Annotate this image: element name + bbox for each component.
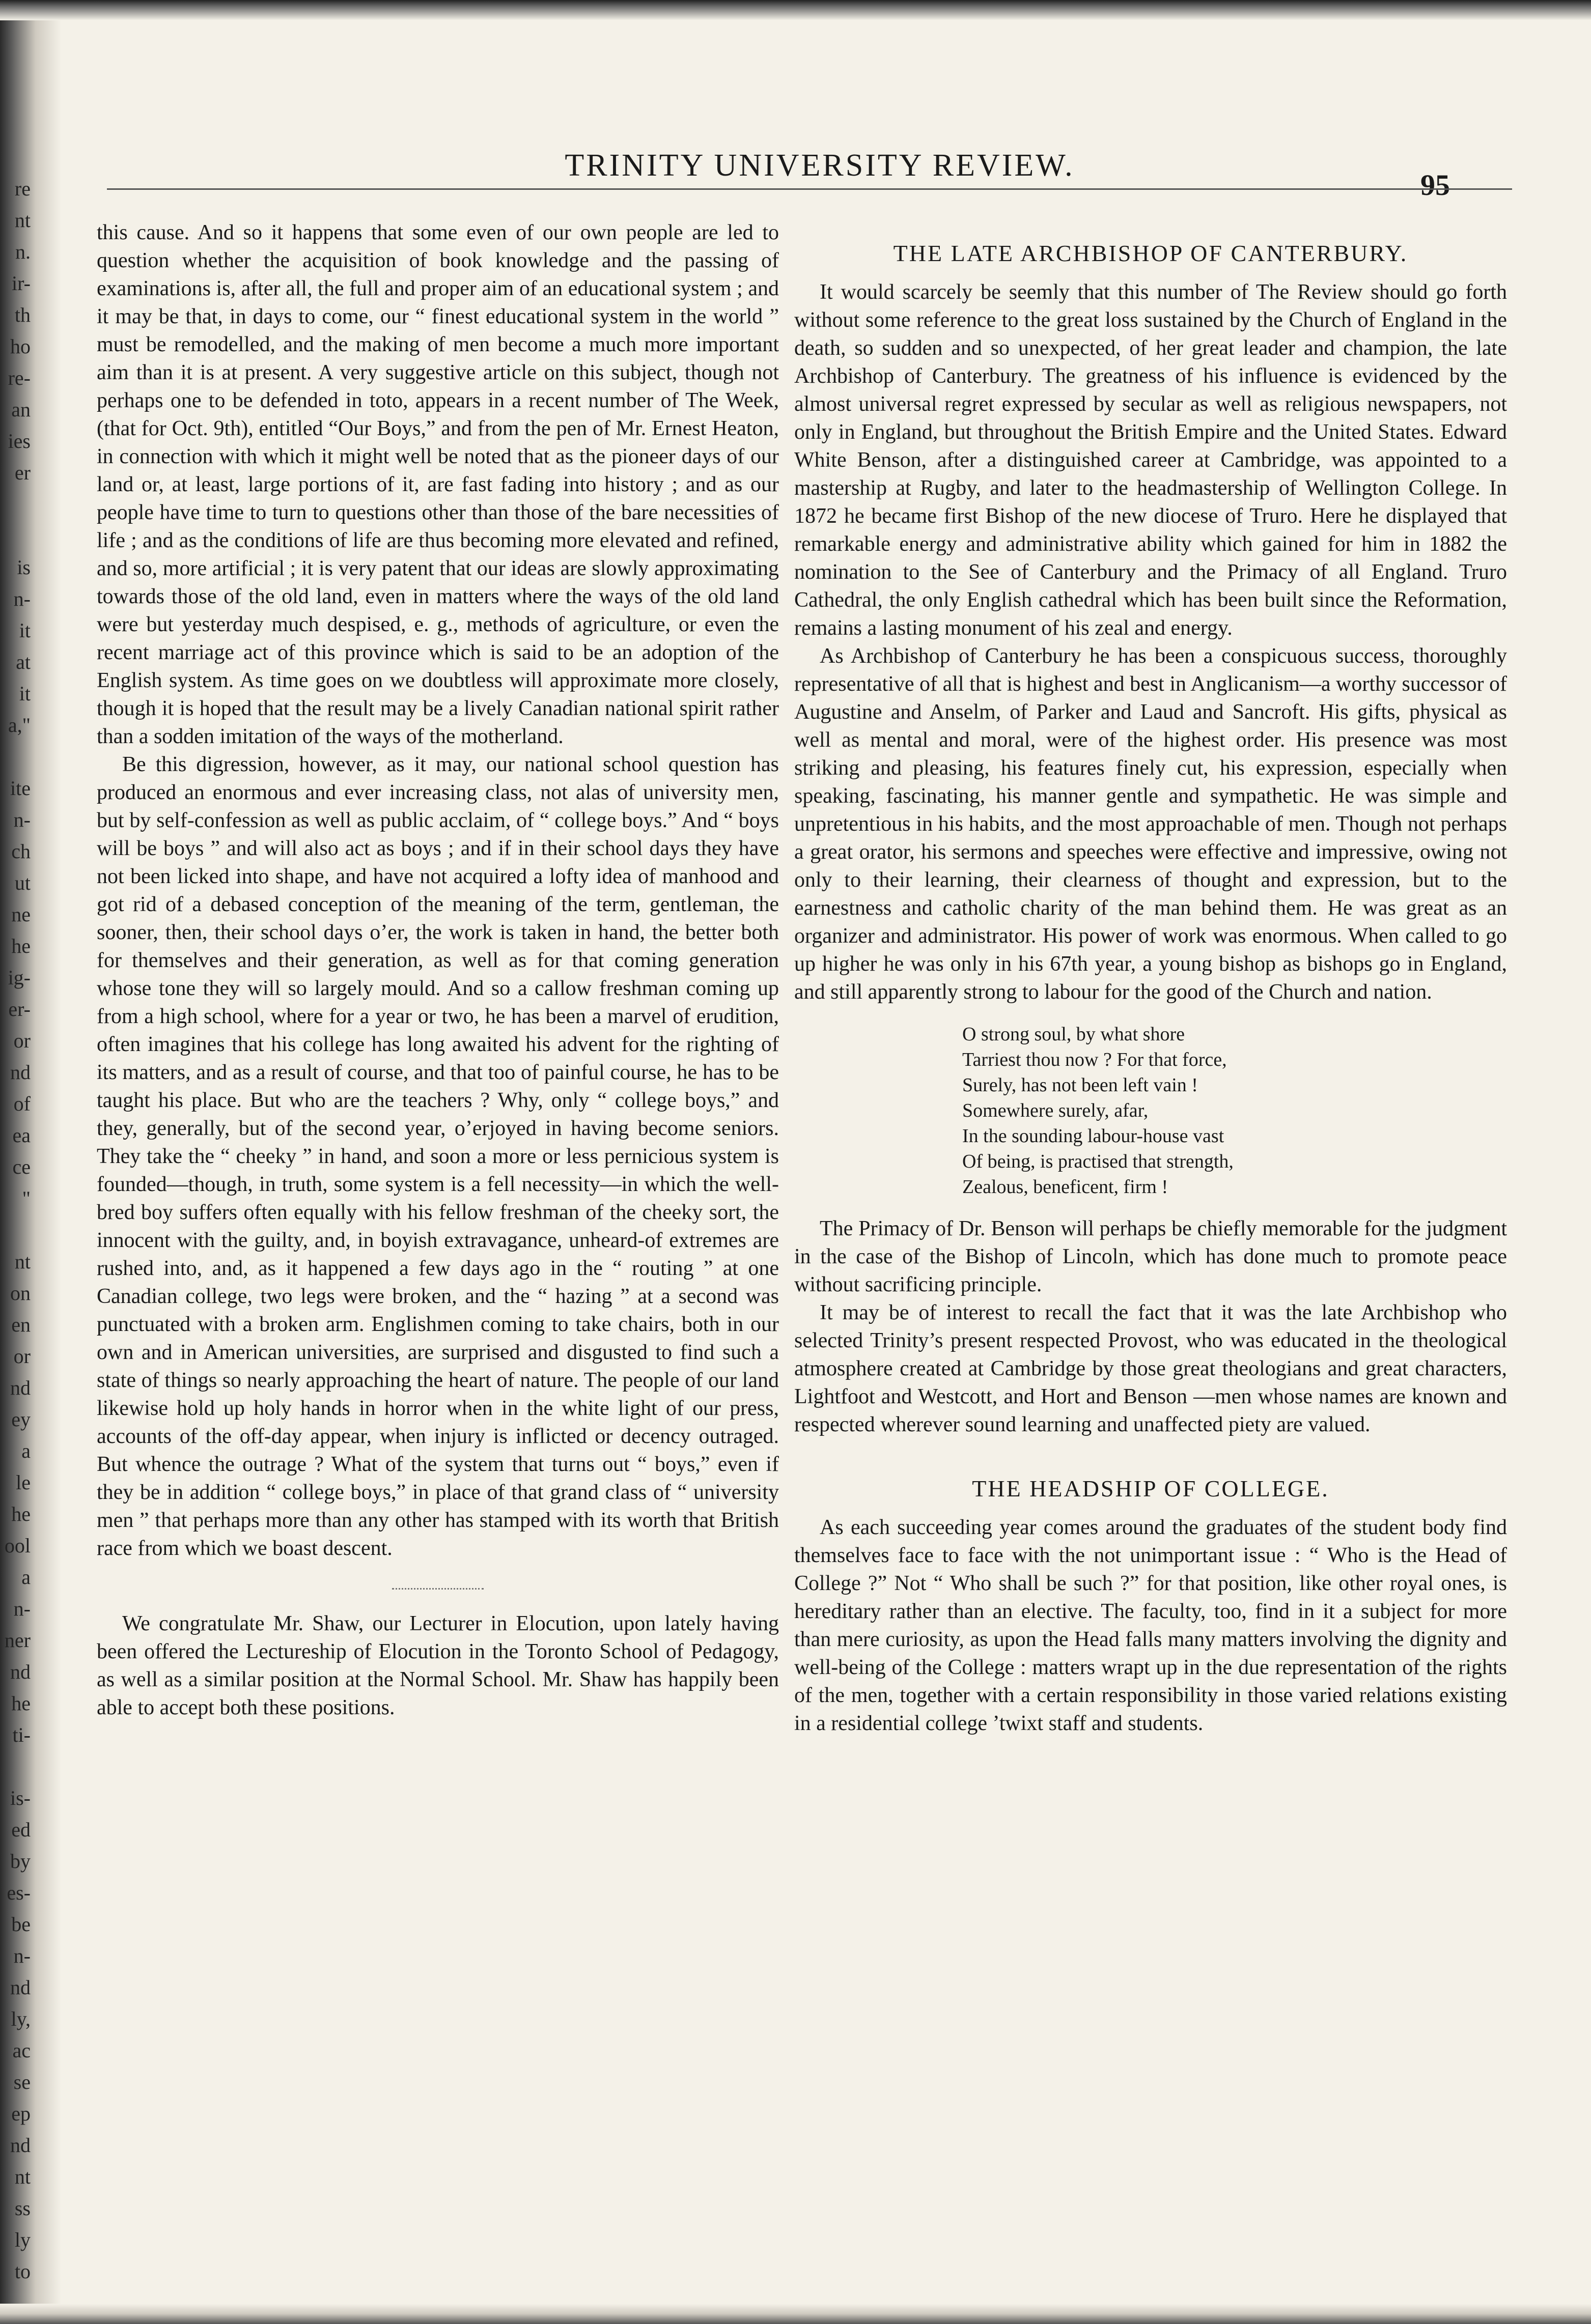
gutter-fragment: es- xyxy=(7,1881,31,1904)
gutter-fragment: ig- xyxy=(8,966,31,989)
poem-quote xyxy=(962,1022,1507,1200)
gutter-fragment: th xyxy=(14,303,31,326)
gutter-fragment: er xyxy=(14,461,31,484)
gutter-fragment: of xyxy=(13,1092,31,1115)
gutter-fragment: nd xyxy=(10,1376,31,1399)
gutter-fragment: re- xyxy=(8,366,31,389)
gutter-fragment: he xyxy=(11,1692,31,1715)
gutter-fragment: a xyxy=(21,1566,31,1589)
page-header xyxy=(0,148,1591,202)
gutter-fragment: it xyxy=(19,619,31,642)
headship-section-title: THE HEADSHIP OF COLLEGE. xyxy=(972,1476,1329,1501)
gutter-fragment: n. xyxy=(15,240,31,263)
gutter-fragment: ea xyxy=(12,1124,31,1147)
archbishop-section-title: THE LATE ARCHBISHOP OF CANTERBURY. xyxy=(893,240,1408,266)
gutter-fragment: nt xyxy=(14,2165,31,2188)
poem-line: In the sounding labour-house vast xyxy=(962,1125,1224,1147)
gutter-fragment: ut xyxy=(14,871,31,894)
archbishop-paragraph-2: As Archbishop of Canterbury he has been a conspicuous success, thoroughly representative of all that is highest and best in Anglicanism—a worthy successor of Augustine and Anselm, of Parker and Laud and Sancroft. His gifts, physical as well as mental and moral, were of the highest order. His presence was most striking and pleasing, his features finely cut, his expression, especially when speaking, fascinating, his manner gentle and sympathetic. He was simple and unpretentious in his habits, and the most approachable of men. Though not perhaps a great orator, his sermons and speeches were effective and impressive, owing not only to their learning, their clearness of thought and expression, but to the earnestness and catholic charity of the man behind them. He was great as an organizer and administrator. His power of work was enormous. When called to go up higher he was only in his 67th year, a young bishop as bishops go in England, and still apparently strong to labour for the good of the Church and nation. xyxy=(794,644,1507,1004)
gutter-fragment xyxy=(0,520,31,552)
gutter-fragment: is xyxy=(17,556,31,579)
gutter-fragment: ly xyxy=(14,2228,31,2251)
gutter-fragment: ti- xyxy=(12,1723,31,1746)
gutter-fragment: ey xyxy=(11,1408,31,1431)
gutter-fragment: n- xyxy=(13,587,31,610)
poem-line: Somewhere surely, afar, xyxy=(962,1100,1149,1121)
gutter-fragment: er- xyxy=(8,998,31,1021)
poem-line: Surely, has not been left vain ! xyxy=(962,1074,1198,1096)
gutter-fragment: nt xyxy=(14,1250,31,1273)
gutter-fragment: ch xyxy=(11,840,31,863)
gutter-fragment: n- xyxy=(13,808,31,831)
page-top-edge xyxy=(0,0,1591,20)
gutter-fragment: ed xyxy=(11,1818,31,1841)
right-column xyxy=(794,239,1507,1738)
paragraph-mr-shaw: We congratulate Mr. Shaw, our Lecturer in Elocution, upon lately having been offered the Lectureship of Elocution in the Toronto School of Pedagogy, as well as a similar position at the Normal School. Mr. Shaw has happily been able to accept both these positions. xyxy=(97,1612,779,1719)
page-number: 95 xyxy=(1420,168,1450,202)
gutter-fragment: ho xyxy=(10,335,31,358)
poem-line: Tarriest thou now ? For that force, xyxy=(962,1049,1227,1070)
page-bottom-edge xyxy=(0,2304,1591,2324)
gutter-fragment: le xyxy=(16,1471,31,1494)
gutter-fragment xyxy=(0,741,31,773)
gutter-fragment: ce xyxy=(12,1155,31,1178)
gutter-fragment: by xyxy=(10,1850,31,1873)
gutter-fragment: ite xyxy=(10,777,31,800)
adjacent-page-fragments xyxy=(0,173,31,2283)
archbishop-paragraph-4: It may be of interest to recall the fact that it was the late Archbishop who selected Trinity’s present respected Provost, who was educated in the theological atmosphere created at Cambridge by those great theologians and great characters, Lightfoot and Westcott, and Hort and Benson —men whose names are known and respected wherever sound learning and unaffected piety are valued. xyxy=(794,1301,1507,1436)
poem-line: Zealous, beneficent, firm ! xyxy=(962,1176,1168,1198)
gutter-fragment: nd xyxy=(10,2134,31,2157)
gutter-fragment: he xyxy=(11,1503,31,1525)
gutter-fragment: or xyxy=(13,1345,31,1368)
gutter-fragment: n- xyxy=(13,1944,31,1967)
gutter-fragment: ner xyxy=(4,1629,31,1652)
section-divider xyxy=(392,1588,484,1590)
gutter-fragment: ss xyxy=(14,2197,31,2220)
gutter-fragment: is- xyxy=(10,1787,31,1809)
gutter-fragment: or xyxy=(13,1029,31,1052)
headship-paragraph-1: As each succeeding year comes around the graduates of the student body find themselves face to face with the not unimportant issue : “ Who is the Head of College ?” Not “ Who shall be such ?” for that position, like other royal ones, is hereditary rather than an elective. The faculty, too, find in it a subject for more than mere curiosity, as upon the Head falls many matters involving the dignity and well-being of the College : matters wrapt up in the due representation of the rights of the men, together with a certain responsibility in those varied relations existing in a residential college ’twixt staff and students. xyxy=(794,1516,1507,1735)
gutter-fragment: nt xyxy=(14,209,31,232)
gutter-fragment: ly, xyxy=(11,2007,31,2030)
gutter-fragment: nd xyxy=(10,1660,31,1683)
gutter-fragment xyxy=(0,1751,31,1782)
gutter-fragment: he xyxy=(11,934,31,957)
poem-line: Of being, is practised that strength, xyxy=(962,1151,1234,1172)
gutter-fragment: an xyxy=(11,398,31,421)
gutter-fragment: re xyxy=(14,177,31,200)
gutter-fragment: a," xyxy=(8,714,31,736)
gutter-fragment: at xyxy=(16,650,31,673)
gutter-fragment: ool xyxy=(4,1534,31,1557)
gutter-fragment: be xyxy=(11,1913,31,1936)
gutter-fragment: nd xyxy=(10,1976,31,1999)
paragraph-our-boys: this cause. And so it happens that some even of our own people are led to question whether the acquisition of book knowledge and the passing of examinations is, after all, the full and proper aim of an educational system ; and it may be that, in days to come, our “ finest educational system in the world ” must be remodelled, and the making of men become a much more important aim than it is at present. A very suggestive article on this subject, though not perhaps one to be defended in toto, appears in a recent number of The Week, (that for Oct. 9th), entitled “Our Boys,” and from the pen of Mr. Ernest Heaton, in connection with which it might well be noted that as the pioneer days of our land or, at least, large portions of it, are fast fading into history ; and as our people have time to turn to questions other than those of the bare necessities of life ; and as the conditions of life are thus becoming more elevated and refined, and so, more artificial ; it is very patent that our ideas are slowly approximating towards those of the old land, even in matters where the ways of the old land were but yesterday much despised, e. g., methods of agriculture, or even the recent marriage act of this province which is said to be an adoption of the English system. As time goes on we doubtless will approximate more closely, though it is hoped that the result may be a lively Canadian national spirit rather than a sodden imitation of the ways of the motherland. xyxy=(97,221,779,748)
gutter-fragment: ep xyxy=(11,2102,31,2125)
running-title: TRINITY UNIVERSITY REVIEW. xyxy=(565,148,1075,183)
gutter-fragment: ne xyxy=(11,903,31,926)
gutter-fragment: nd xyxy=(10,1061,31,1084)
archbishop-paragraph-3: The Primacy of Dr. Benson will perhaps be chiefly memorable for the judgment in the case of the Bishop of Lincoln, which has done much to promote peace without sacrificing principle. xyxy=(794,1217,1507,1296)
gutter-fragment: it xyxy=(19,682,31,705)
gutter-fragment: ir- xyxy=(12,272,31,295)
gutter-fragment: on xyxy=(10,1282,31,1305)
left-column xyxy=(97,219,779,1722)
gutter-fragment: a xyxy=(21,1439,31,1462)
gutter-fragment xyxy=(0,489,31,520)
gutter-fragment: ac xyxy=(12,2039,31,2062)
gutter-fragment: se xyxy=(13,2071,31,2093)
poem-line: O strong soul, by what shore xyxy=(962,1024,1185,1045)
gutter-fragment xyxy=(0,1214,31,1246)
section-spacer xyxy=(794,1439,1507,1475)
gutter-fragment: " xyxy=(22,1187,31,1210)
gutter-fragment: ies xyxy=(8,430,31,452)
gutter-fragment: to xyxy=(14,2260,31,2283)
gutter-fragment: n- xyxy=(13,1597,31,1620)
header-rule xyxy=(107,188,1512,190)
gutter-fragment: en xyxy=(11,1313,31,1336)
paragraph-college-boys: Be this digression, however, as it may, our national school question has produced an enormous and ever increasing class, not alas of university men, but by self-confession as well as public acclaim, of “ college boys.” And “ boys will be boys ” and will also act as boys ; and if in their school days they have not been licked into shape, and have not acquired a lofty idea of manhood and got rid of a debased conception of the meaning of the term, gentleman, the sooner, then, their school days o’er, the work is taken in hand, the better both for themselves and their generation, as well as for that coming generation whose tone they will so largely mould. And so a callow freshman coming up from a high school, where for a year or two, he has been a marvel of erudition, often imagines that his college has long awaited his advent for the righting of its matters, and as a result of course, and that too of painful course, he has to be taught his place. But who are the teachers ? Why, only “ college boys,” and they, generally, but of the second year, o’erjoyed in having become seniors. They take the “ cheeky ” in hand, and soon a more or less pernicious system is founded—though, in truth, some system is a fell necessity—in which the well-bred boy suffers often equally with his fellow freshman of the cheeky sort, the innocent with the guilty, and, in boyish extravagance, unheard-of extremes are rushed into, and, as it happened a few days ago in the “ routing ” at one Canadian college, two legs were broken, and the “ hazing ” at a second was punctuated with a broken arm. Englishmen coming to take chairs, both in our own and in American universities, are surprised and disgusted to find such a state of things so nearly approaching the heart of nature. The people of our land likewise hold up holy hands in horror when in the white light of our press, accounts of the off-day appear, when injury is inflicted or decency outraged. But whence the outrage ? What of the system that turns out “ boys,” even if they be in addition “ college boys,” in place of that grand class of “ university men ” that perhaps more than any other has stamped with its worth that British race from which we boast descent. xyxy=(97,753,779,1560)
archbishop-paragraph-1: It would scarcely be seemly that this number of The Review should go forth without some reference to the great loss sustained by the Church of England in the death, so sudden and so unexpected, of her great leader and champion, the late Archbishop of Canterbury. The greatness of his influence is evidenced by the almost universal regret expressed by secular as well as religious newspapers, not only in England, but throughout the British Empire and the United States. Edward White Benson, after a distinguished career at Cambridge, was appointed to a mastership at Rugby, and later to the headmastership of Wellington College. In 1872 he became first Bishop of the new diocese of Truro. Here he displayed that remarkable energy and administrative ability which gained for him in 1882 the nomination to the See of Canterbury and the Primacy of all England. Truro Cathedral, the only English cathedral which has been built since the Reformation, remains a lasting monument of his zeal and energy. xyxy=(794,280,1507,640)
